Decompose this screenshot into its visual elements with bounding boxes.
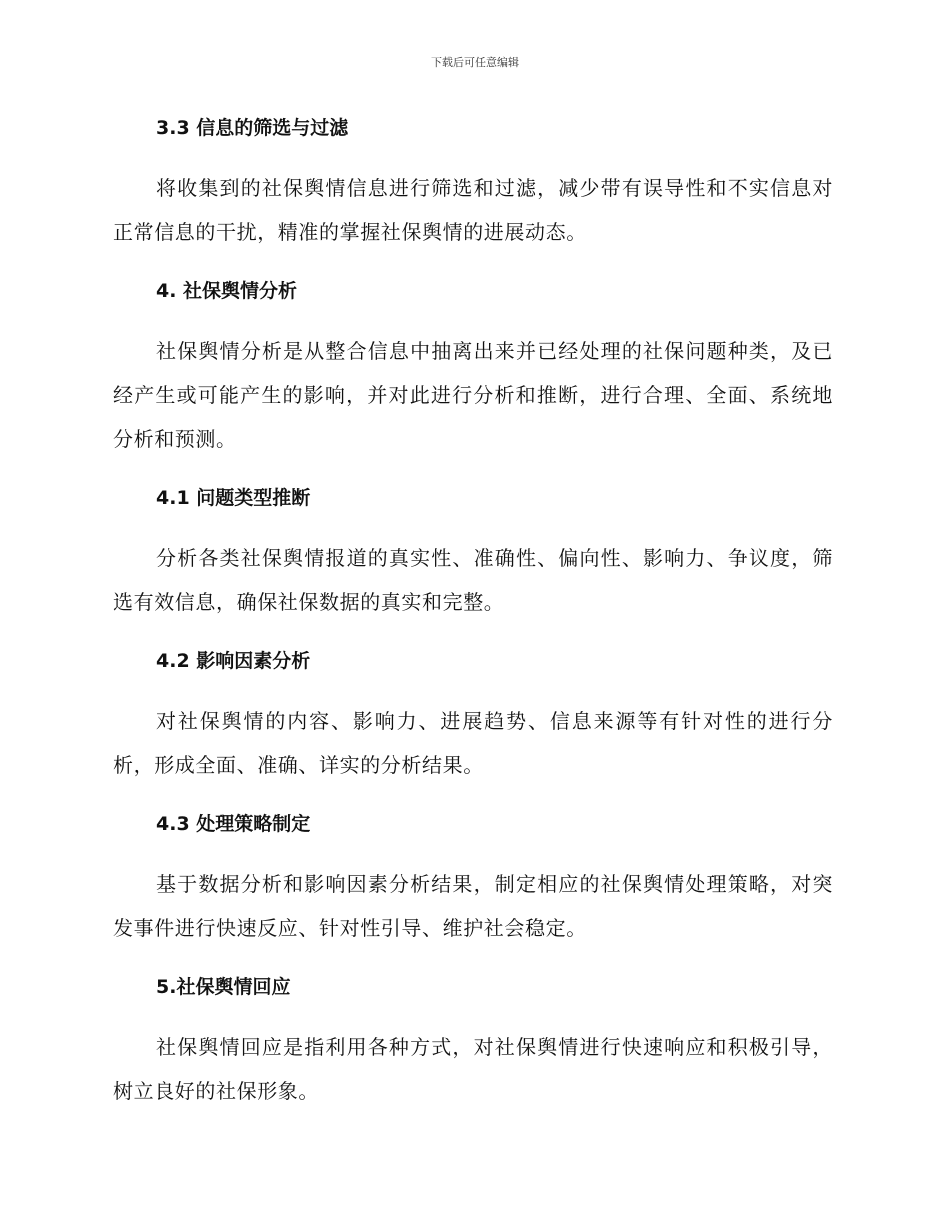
- section-paragraph-4: 社保舆情分析是从整合信息中抽离出来并已经处理的社保问题种类，及已经产生或可能产生的影响，并对此进行分析和推断，进行合理、全面、系统地分析和预测。: [113, 339, 833, 451]
- section-heading-3-3: 3.3 信息的筛选与过滤: [156, 117, 349, 139]
- section-paragraph-4-1: 分析各类社保舆情报道的真实性、准确性、偏向性、影响力、争议度，筛选有效信息，确保社保数据的真实和完整。: [113, 546, 833, 614]
- section-heading-5: 5.社保舆情回应: [156, 976, 291, 998]
- section-heading-4-1: 4.1 问题类型推断: [156, 487, 311, 509]
- section-paragraph-4-2: 对社保舆情的内容、影响力、进展趋势、信息来源等有针对性的进行分析，形成全面、准确、详实的分析结果。: [113, 709, 833, 777]
- document-body: [113, 106, 833, 1128]
- page-header-note: 下载后可任意编辑: [431, 56, 519, 69]
- section-paragraph-4-3: 基于数据分析和影响因素分析结果，制定相应的社保舆情处理策略，对突发事件进行快速反应、针对性引导、维护社会稳定。: [113, 872, 833, 940]
- section-heading-4: 4. 社保舆情分析: [156, 280, 298, 302]
- section-paragraph-5: 社保舆情回应是指利用各种方式，对社保舆情进行快速响应和积极引导，树立良好的社保形象。: [113, 1035, 833, 1103]
- section-heading-4-3: 4.3 处理策略制定: [156, 813, 311, 835]
- section-paragraph-3-3: 将收集到的社保舆情信息进行筛选和过滤，减少带有误导性和不实信息对正常信息的干扰，精准的掌握社保舆情的进展动态。: [113, 176, 833, 244]
- section-heading-4-2: 4.2 影响因素分析: [156, 650, 311, 672]
